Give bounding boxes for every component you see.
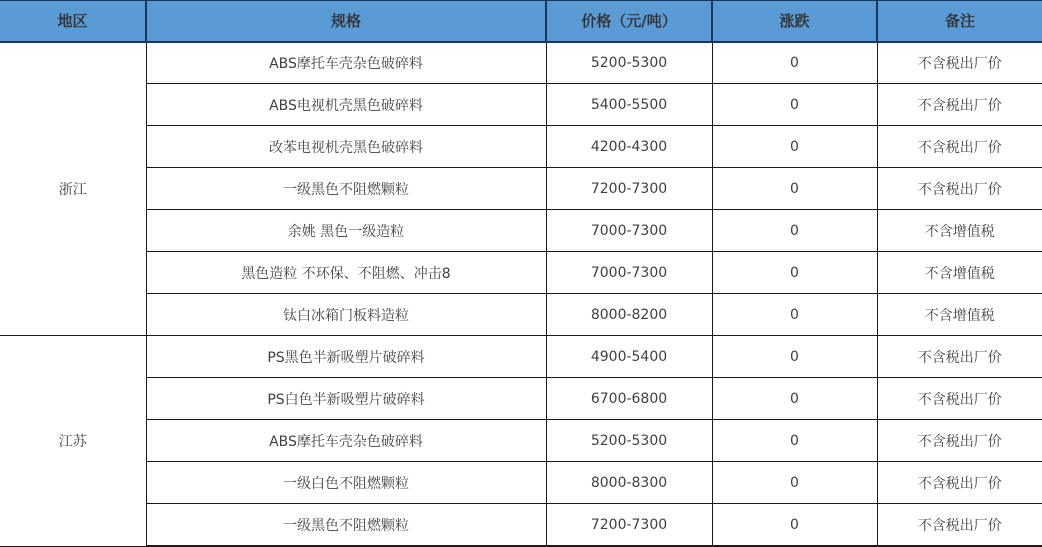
note-cell: 不含税出厂价 [877, 42, 1042, 84]
change-cell: 0 [712, 210, 877, 252]
note-cell: 不含税出厂价 [877, 420, 1042, 462]
spec-cell: 一级黑色不阻燃颗粒 [146, 504, 546, 546]
region-cell-zhejiang: 浙江 [0, 42, 146, 336]
col-header-price: 价格（元/吨） [546, 1, 712, 42]
table-row [0, 420, 1042, 462]
spec-cell: PS黑色半新吸塑片破碎料 [146, 336, 546, 378]
table-row [0, 84, 1042, 126]
col-header-spec: 规格 [146, 1, 546, 42]
price-cell: 7200-7300 [546, 504, 712, 546]
spec-cell: 余姚 黑色一级造粒 [146, 210, 546, 252]
table-row [0, 462, 1042, 504]
table-row [0, 126, 1042, 168]
change-cell: 0 [712, 84, 877, 126]
spec-cell: ABS电视机壳黑色破碎料 [146, 84, 546, 126]
change-cell: 0 [712, 252, 877, 294]
change-cell: 0 [712, 462, 877, 504]
spec-cell: 钛白冰箱门板料造粒 [146, 294, 546, 336]
price-cell: 8000-8300 [546, 462, 712, 504]
change-cell: 0 [712, 378, 877, 420]
price-cell: 5400-5500 [546, 84, 712, 126]
note-cell: 不含税出厂价 [877, 126, 1042, 168]
spec-cell: 黑色造粒 不环保、不阻燃、冲击8 [146, 252, 546, 294]
col-header-region: 地区 [0, 1, 146, 42]
price-cell: 4900-5400 [546, 336, 712, 378]
table-row [0, 210, 1042, 252]
change-cell: 0 [712, 294, 877, 336]
note-cell: 不含税出厂价 [877, 378, 1042, 420]
spec-cell: PS白色半新吸塑片破碎料 [146, 378, 546, 420]
change-cell: 0 [712, 42, 877, 84]
note-cell: 不含增值税 [877, 294, 1042, 336]
price-cell: 7200-7300 [546, 168, 712, 210]
price-cell: 7000-7300 [546, 210, 712, 252]
note-cell: 不含税出厂价 [877, 84, 1042, 126]
note-cell: 不含增值税 [877, 210, 1042, 252]
table-row [0, 42, 1042, 84]
change-cell: 0 [712, 126, 877, 168]
note-cell: 不含税出厂价 [877, 504, 1042, 546]
spec-cell: ABS摩托车壳杂色破碎料 [146, 420, 546, 462]
table-row [0, 168, 1042, 210]
region-cell-jiangsu: 江苏 [0, 336, 146, 546]
price-cell: 7000-7300 [546, 252, 712, 294]
change-cell: 0 [712, 336, 877, 378]
spec-cell: ABS摩托车壳杂色破碎料 [146, 42, 546, 84]
price-cell: 4200-4300 [546, 126, 712, 168]
price-cell: 5200-5300 [546, 420, 712, 462]
price-cell: 6700-6800 [546, 378, 712, 420]
note-cell: 不含增值税 [877, 252, 1042, 294]
spec-cell: 改苯电视机壳黑色破碎料 [146, 126, 546, 168]
spec-cell: 一级黑色不阻燃颗粒 [146, 168, 546, 210]
note-cell: 不含税出厂价 [877, 336, 1042, 378]
note-cell: 不含税出厂价 [877, 168, 1042, 210]
col-header-note: 备注 [877, 1, 1042, 42]
table-row [0, 252, 1042, 294]
change-cell: 0 [712, 168, 877, 210]
table-header [0, 1, 1042, 42]
header-row [0, 1, 1042, 42]
table-row [0, 294, 1042, 336]
price-cell: 5200-5300 [546, 42, 712, 84]
note-cell: 不含税出厂价 [877, 462, 1042, 504]
change-cell: 0 [712, 420, 877, 462]
col-header-change: 涨跌 [712, 1, 877, 42]
table-body [0, 42, 1042, 547]
table-row [0, 378, 1042, 420]
table-row [0, 336, 1042, 378]
change-cell: 0 [712, 504, 877, 546]
spec-cell: 一级白色不阻燃颗粒 [146, 462, 546, 504]
price-cell: 8000-8200 [546, 294, 712, 336]
table-row [0, 504, 1042, 546]
